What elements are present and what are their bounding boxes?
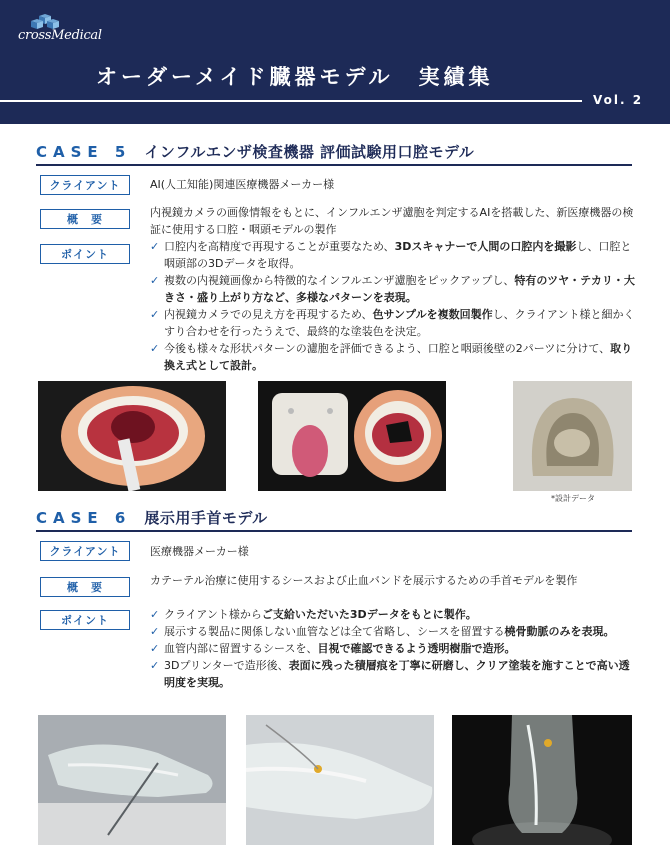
case5-point: ✓ 口腔内を高精度で再現することが重要なため、3Dスキャナーで人間の口腔内を撮影し、口腔と咽頭部の3Dデータを取得。 [150,240,632,270]
case6-point: ✓ 3Dプリンターで造形後、表面に残った積層痕を丁寧に研磨し、クリア塗装を施すことで高い透明度を実現。 [150,659,630,689]
case5-client-label: クライアント [40,175,130,195]
case5-point-label: ポイント [40,244,130,264]
logo-text: crossMedical [18,28,102,43]
oral-model-photo [38,381,226,491]
check-icon: ✓ [150,608,160,621]
case6-overview: カテーテル治療に使用するシースおよび止血バンドを展示するための手首モデルを製作 [150,574,578,587]
case5-points [150,238,636,374]
case6-number: CASE 6 [36,508,132,527]
case5-heading [36,141,474,165]
design-data-render [513,381,632,491]
wrist-model-photo-1 [38,715,226,845]
case6-client-label: クライアント [40,541,130,561]
case6-heading [36,507,268,531]
case6-point-label: ポイント [40,610,130,630]
parts-photo [258,381,446,491]
case5-point: ✓ 今後も様々な形状パターンの濾胞を評価できるよう、口腔と咽頭後壁の2パーツに分けて、取り換え式として設計。 [150,342,633,372]
check-icon: ✓ [150,240,160,253]
case5-title: インフルエンザ検査機器 評価試験用口腔モデル [144,143,475,161]
logo [18,14,128,44]
wrist-model-photo-3 [452,715,632,845]
case5-overview: 内視鏡カメラの画像情報をもとに、インフルエンザ濾胞を判定するAIを搭載した、新医療機器の検証に使用する口腔・咽頭モデルの製作 [150,206,634,236]
case5-client: AI(人工知能)関連医療機器メーカー様 [150,178,335,191]
case5-number: CASE 5 [36,142,132,161]
check-icon: ✓ [150,625,160,638]
check-icon: ✓ [150,308,160,321]
case6-point: ✓ クライアント様からご支給いただいた3Dデータをもとに製作。 [150,608,477,621]
case5-divider [36,164,632,166]
case6-overview-label: 概 要 [40,577,130,597]
case5-overview-label: 概 要 [40,209,130,229]
case6-point: ✓ 展示する製品に関係しない血管などは全て省略し、シースを留置する橈骨動脈のみを表現。 [150,625,615,638]
case5-point: ✓ 内視鏡カメラでの見え方を再現するため、色サンプルを複数回製作し、クライアント様と細かくすり合わせを行ったうえで、最終的な塗装色を決定。 [150,308,635,338]
header-banner [0,0,670,124]
case6-title: 展示用手首モデル [144,509,268,527]
page-title: オーダーメイド臓器モデル 実績集 [96,65,494,89]
wrist-model-photo-2 [246,715,434,845]
check-icon: ✓ [150,274,160,287]
check-icon: ✓ [150,659,160,672]
case6-divider [36,530,632,532]
volume-label: Vol. 2 [593,93,644,107]
check-icon: ✓ [150,642,160,655]
title-divider [0,100,582,102]
case5-point: ✓ 複数の内視鏡画像から特徴的なインフルエンザ濾胞をピックアップし、特有のツヤ・テカリ・大きさ・盛り上がり方など、多様なパターンを表現。 [150,274,635,304]
photo-caption: *設計データ [551,494,595,503]
check-icon: ✓ [150,342,160,355]
case6-points [150,606,636,691]
case6-point: ✓ 血管内部に留置するシースを、目視で確認できるよう透明樹脂で造形。 [150,642,516,655]
case6-client: 医療機器メーカー様 [150,545,249,558]
